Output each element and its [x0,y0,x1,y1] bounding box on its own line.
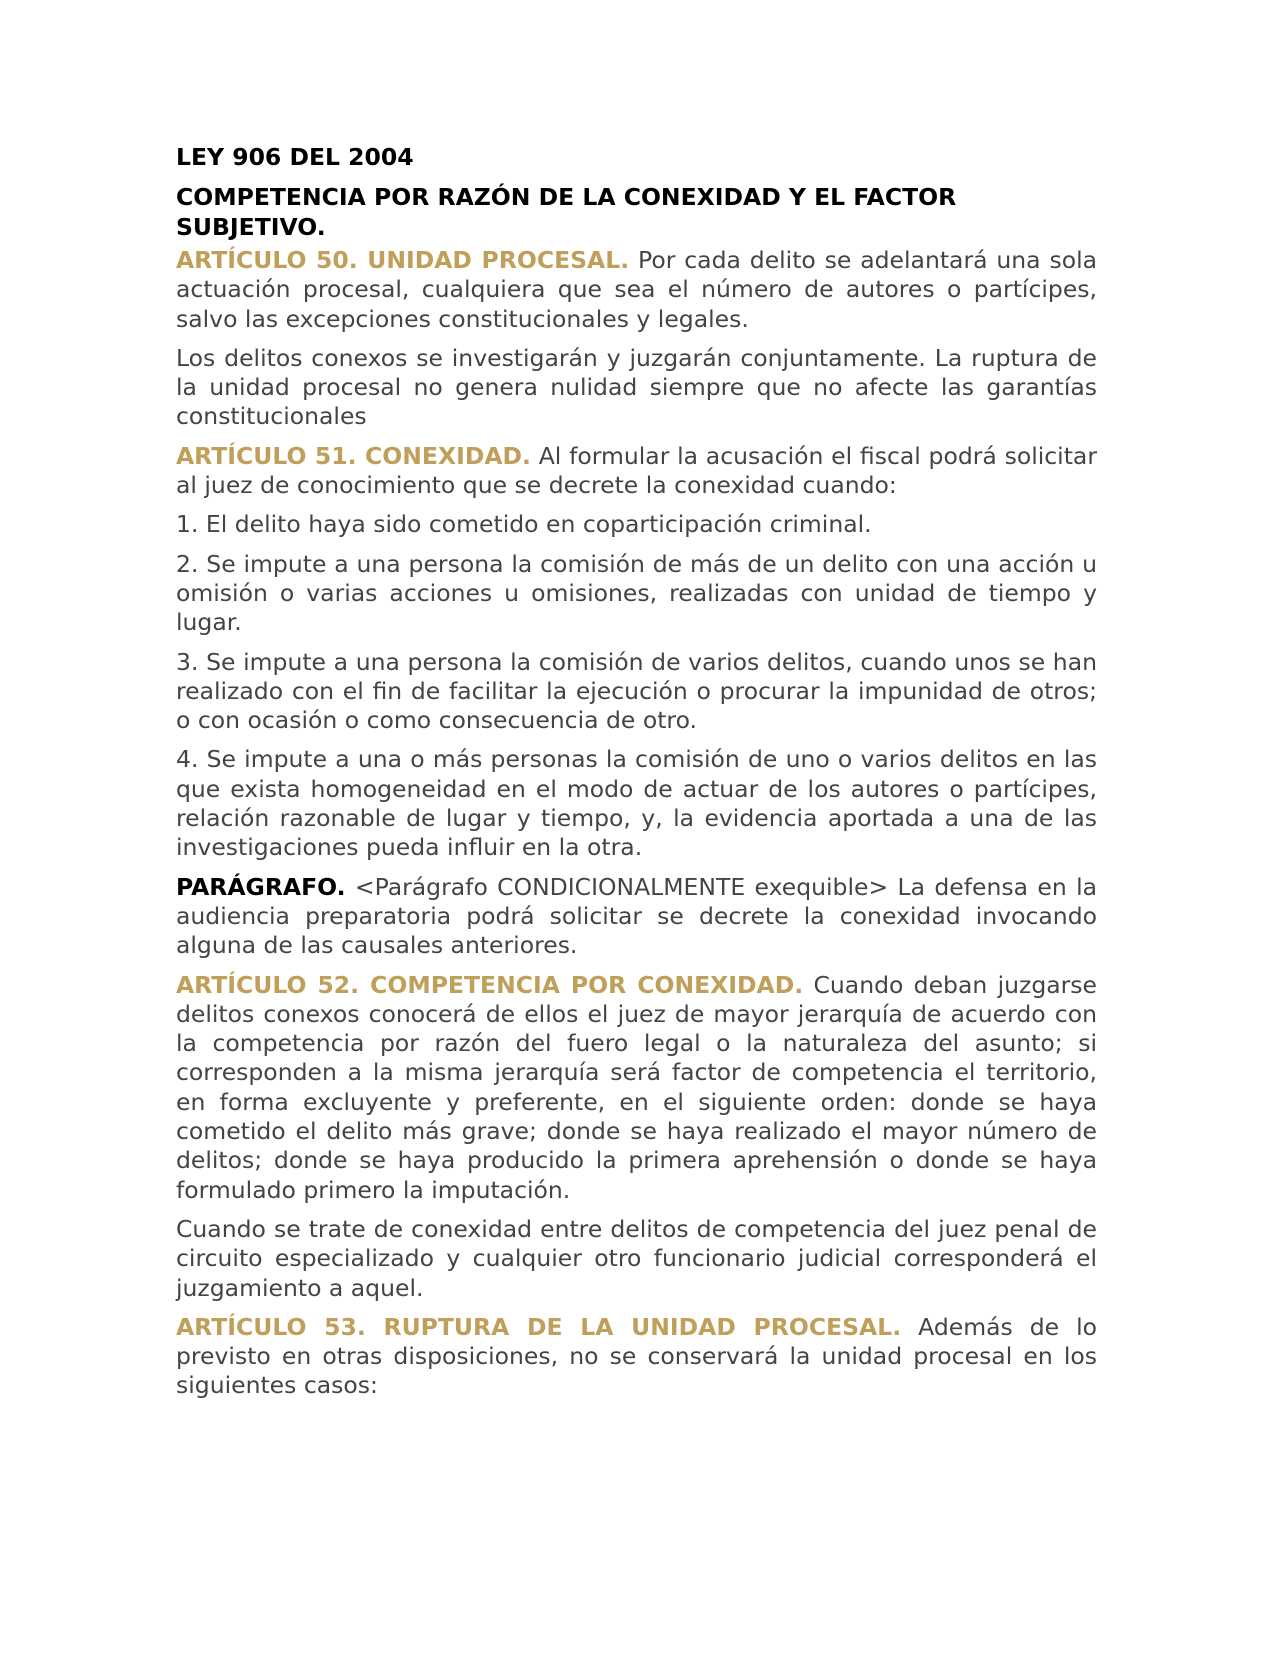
paragrafo-heading: PARÁGRAFO. [176,872,346,901]
article-52 [176,971,1097,1205]
document-page [176,142,1097,1411]
article-50-text: Por cada delito se adelantará una sola actuación procesal, cualquiera que sea el número de autores o partícipes, salvo las excepciones constitucionales y legales. [176,246,1098,333]
article-52-heading: ARTÍCULO 52. COMPETENCIA POR CONEXIDAD. [176,970,804,999]
article-51-item-1: 1. El delito haya sido cometido en coparticipación criminal. [176,510,872,539]
document-subtitle: COMPETENCIA POR RAZÓN DE LA CONEXIDAD Y EL FACTOR SUBJETIVO. [176,183,957,241]
paragrafo [176,873,1097,961]
article-51-heading: ARTÍCULO 51. CONEXIDAD. [176,441,531,470]
article-50-paragraph-2: Los delitos conexos se investigarán y juzgarán conjuntamente. La ruptura de la unidad procesal no genera nulidad siempre que no afecte las garantías constitucionales [176,343,1097,431]
article-51-item-2: 2. Se impute a una persona la comisión de más de un delito con una acción u omisión o varias acciones u omisiones, realizadas con unidad de tiempo y lugar. [176,549,1097,637]
article-50 [176,246,1097,334]
article-53-text: Además de lo previsto en otras disposiciones, no se conservará la unidad procesal en los siguientes casos: [176,1312,1098,1400]
article-51-text: Al formular la acusación el fiscal podrá solicitar al juez de conocimiento que se decrete la conexidad cuando: [176,441,1097,500]
document-title: LEY 906 DEL 2004 [176,143,414,171]
article-52-paragraph-2: Cuando se trate de conexidad entre delitos de competencia del juez penal de circuito especializado y cualquier otro funcionario judicial corresponderá el juzgamiento a aquel. [176,1214,1097,1302]
article-50-heading: ARTÍCULO 50. UNIDAD PROCESAL. [176,246,630,274]
article-53-heading: ARTÍCULO 53. RUPTURA DE LA UNIDAD PROCESAL. [176,1312,902,1341]
article-53 [176,1313,1097,1401]
article-51 [176,442,1097,501]
article-51-item-3: 3. Se impute a una persona la comisión de varios delitos, cuando unos se han realizado con el fin de facilitar la ejecución o procurar la impunidad de otros; o con ocasión o como consecuencia de otro. [176,647,1097,735]
paragrafo-text: <Parágrafo CONDICIONALMENTE exequible> La defensa en la audiencia preparatoria podrá solicitar se decrete la conexidad invocando alguna de las causales anteriores. [176,872,1097,960]
article-52-text: Cuando deban juzgarse delitos conexos conocerá de ellos el juez de mayor jerarquía de acuerdo con la competencia por razón del fuero legal o la naturaleza del asunto; si corresponden a la misma jerarquía será factor de competencia el territorio, en forma excluyente y preferente, en el siguiente orden: donde se haya cometido el delito más grave; donde se haya realizado el mayor número de delitos; donde se haya producido la primera aprehensión o donde se haya formulado primero la imputación. [176,970,1098,1204]
article-51-item-4: 4. Se impute a una o más personas la comisión de uno o varios delitos en las que exista homogeneidad en el modo de actuar de los autores o partícipes, relación razonable de lugar y tiempo, y, la evidencia aportada a una de las investigaciones pueda influir en la otra. [176,745,1097,862]
